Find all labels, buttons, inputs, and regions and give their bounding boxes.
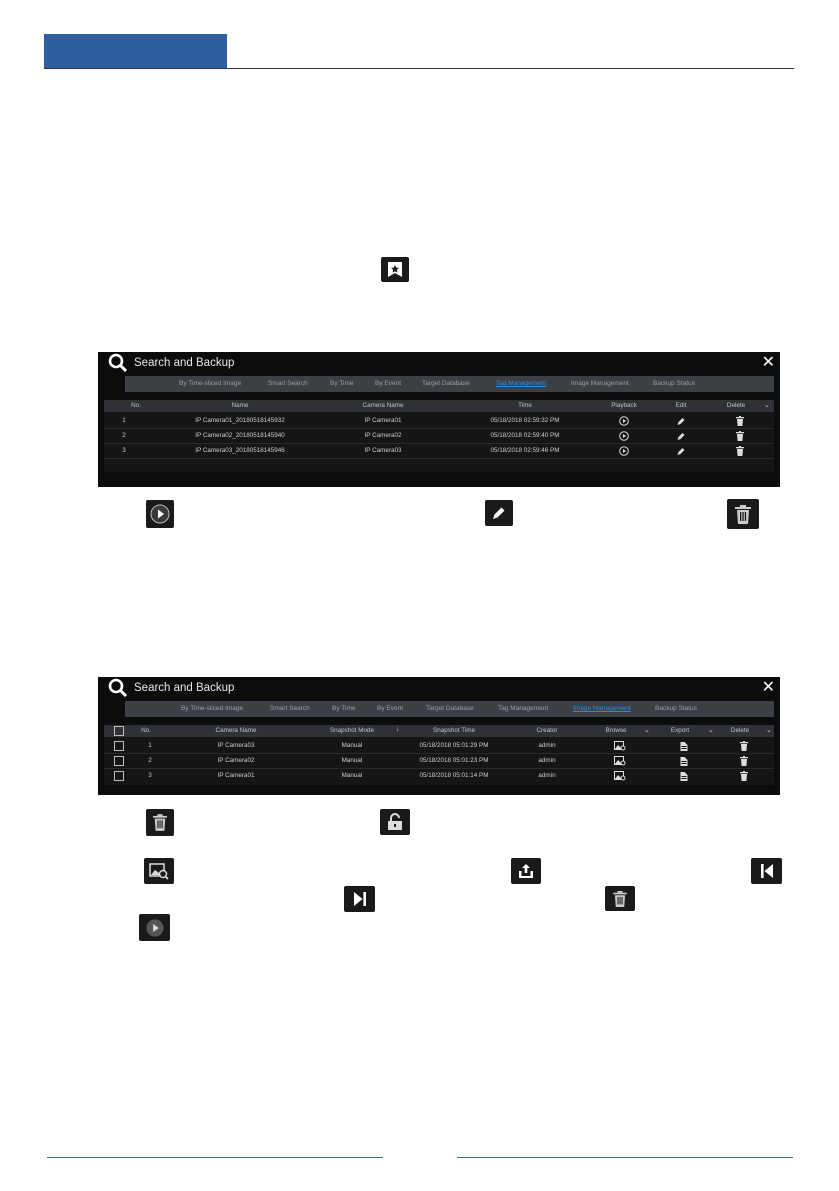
row-creator: admin	[538, 742, 556, 749]
row-no: 2	[148, 757, 152, 764]
play-icon	[146, 500, 174, 528]
row-name: IP Camera01_20180518145932	[195, 417, 285, 424]
row-no: 2	[122, 432, 126, 439]
row-camera: IP Camera03	[364, 447, 402, 454]
row-time: 05/18/2018 05:01:14 PM	[419, 772, 489, 779]
edit-icon[interactable]	[677, 417, 686, 426]
chevron-down-icon[interactable]: ⌄	[644, 727, 650, 734]
close-icon[interactable]: ✕	[761, 679, 775, 696]
bookmark-star-icon	[381, 257, 409, 282]
row-time: 05/18/2018 02:59:40 PM	[490, 432, 560, 439]
trash-icon[interactable]	[740, 756, 748, 766]
tab-by-time[interactable]: By Time	[332, 705, 356, 712]
image-table	[104, 725, 774, 785]
col-delete: Delete	[730, 727, 750, 734]
row-checkbox[interactable]	[114, 741, 124, 751]
window-title: Search and Backup	[134, 357, 235, 369]
trash-icon	[727, 499, 759, 529]
search-icon	[108, 353, 128, 373]
row-camera: IP Camera03	[217, 742, 255, 749]
table-header	[104, 725, 774, 737]
tag-table	[104, 400, 774, 472]
row-time: 05/18/2018 02:59:32 PM	[490, 417, 560, 424]
row-camera: IP Camera01	[217, 772, 255, 779]
col-camera-name: Camera Name	[362, 402, 404, 409]
footer-rule-right	[457, 1157, 793, 1158]
browse-image-icon[interactable]	[614, 771, 626, 781]
row-name: IP Camera03_20180518145946	[195, 447, 285, 454]
table-row[interactable]	[104, 738, 774, 753]
row-time: 05/18/2018 02:59:46 PM	[490, 447, 560, 454]
col-camera-name: Camera Name	[215, 727, 257, 734]
trash-icon[interactable]	[740, 741, 748, 751]
row-camera: IP Camera02	[364, 432, 402, 439]
row-mode: Manual	[341, 757, 363, 764]
skip-previous-icon	[751, 858, 782, 884]
export-icon	[511, 858, 541, 884]
browse-image-icon[interactable]	[614, 756, 626, 766]
col-time: Time	[518, 402, 532, 409]
window-title-bar	[98, 352, 780, 374]
row-camera: IP Camera01	[364, 417, 402, 424]
export-icon[interactable]	[680, 771, 689, 781]
window-title: Search and Backup	[134, 682, 235, 694]
sort-arrow-icon[interactable]: ↓	[396, 726, 400, 733]
play-icon[interactable]	[619, 446, 629, 456]
table-row[interactable]	[104, 443, 774, 458]
col-snapshot-time: Snapshot Time	[432, 727, 476, 734]
row-creator: admin	[538, 757, 556, 764]
row-checkbox[interactable]	[114, 771, 124, 781]
play-icon[interactable]	[619, 431, 629, 441]
col-no: No.	[141, 727, 151, 734]
col-browse: Browse	[605, 727, 627, 734]
chevron-down-icon[interactable]: ⌄	[764, 402, 770, 409]
trash-icon[interactable]	[740, 771, 748, 781]
export-icon[interactable]	[680, 741, 689, 751]
skip-next-icon	[344, 886, 375, 912]
browse-image-icon[interactable]	[614, 741, 626, 751]
edit-icon[interactable]	[677, 447, 686, 456]
tab-by-time[interactable]: By Time	[330, 380, 354, 387]
browse-image-icon	[144, 858, 174, 884]
tab-tag-management[interactable]: Tag Management	[496, 380, 547, 387]
trash-icon	[605, 886, 635, 911]
trash-icon[interactable]	[736, 431, 744, 441]
row-checkbox[interactable]	[114, 756, 124, 766]
trash-icon[interactable]	[736, 416, 744, 426]
tab-bar	[125, 701, 774, 717]
row-name: IP Camera02_20180518145940	[195, 432, 285, 439]
search-backup-window-image	[98, 677, 780, 795]
tab-backup-status[interactable]: Backup Status	[653, 380, 695, 387]
select-all-checkbox[interactable]	[114, 726, 124, 736]
row-creator: admin	[538, 772, 556, 779]
tab-bar	[125, 376, 774, 392]
row-time: 05/18/2018 05:01:29 PM	[419, 742, 489, 749]
search-icon	[108, 678, 128, 698]
tab-tag-management[interactable]: Tag Management	[498, 705, 549, 712]
lock-icon	[380, 809, 410, 835]
row-time: 05/18/2018 05:01:23 PM	[419, 757, 489, 764]
col-export: Export	[670, 727, 690, 734]
table-row[interactable]	[104, 768, 774, 783]
row-no: 3	[148, 772, 152, 779]
row-divider	[104, 458, 774, 459]
row-no: 3	[122, 447, 126, 454]
col-snapshot-mode: Snapshot Mode	[329, 727, 375, 734]
play-icon	[139, 914, 170, 941]
tab-target-database[interactable]: Target Database	[426, 705, 474, 712]
search-backup-window-tag	[98, 352, 780, 487]
tab-smart-search[interactable]: Smart Search	[270, 705, 310, 712]
row-mode: Manual	[341, 772, 363, 779]
close-icon[interactable]: ✕	[761, 354, 775, 371]
tab-image-management[interactable]: Image Management	[571, 380, 629, 387]
play-icon[interactable]	[619, 416, 629, 426]
row-no: 1	[122, 417, 126, 424]
tab-by-time-sliced-image[interactable]: By Time-sliced Image	[179, 380, 242, 387]
table-row[interactable]	[104, 413, 774, 428]
tab-smart-search[interactable]: Smart Search	[268, 380, 308, 387]
tab-by-time-sliced-image[interactable]: By Time-sliced Image	[181, 705, 244, 712]
tab-by-event[interactable]: By Event	[375, 380, 402, 387]
col-edit: Edit	[675, 402, 687, 409]
col-creator: Creator	[536, 727, 558, 734]
row-mode: Manual	[341, 742, 363, 749]
chevron-down-icon[interactable]: ⌄	[708, 727, 714, 734]
col-playback: Playback	[611, 402, 637, 409]
table-header	[104, 400, 774, 412]
table-row[interactable]	[104, 753, 774, 768]
trash-icon	[146, 809, 174, 836]
col-delete: Delete	[726, 402, 746, 409]
tab-by-event[interactable]: By Event	[377, 705, 404, 712]
tab-backup-status[interactable]: Backup Status	[655, 705, 697, 712]
tab-image-management[interactable]: Image Management	[573, 705, 631, 712]
table-row[interactable]	[104, 428, 774, 443]
row-camera: IP Camera02	[217, 757, 255, 764]
header-rule	[44, 68, 794, 69]
export-icon[interactable]	[680, 756, 689, 766]
tab-target-database[interactable]: Target Database	[422, 380, 470, 387]
window-title-bar	[98, 677, 780, 699]
row-no: 1	[148, 742, 152, 749]
chevron-down-icon[interactable]: ⌄	[766, 727, 772, 734]
col-name: Name	[231, 402, 249, 409]
edit-icon[interactable]	[677, 432, 686, 441]
trash-icon[interactable]	[736, 446, 744, 456]
edit-icon	[485, 500, 513, 526]
col-no: No.	[131, 402, 141, 409]
header-tab	[44, 34, 227, 68]
footer-rule-left	[47, 1157, 383, 1158]
